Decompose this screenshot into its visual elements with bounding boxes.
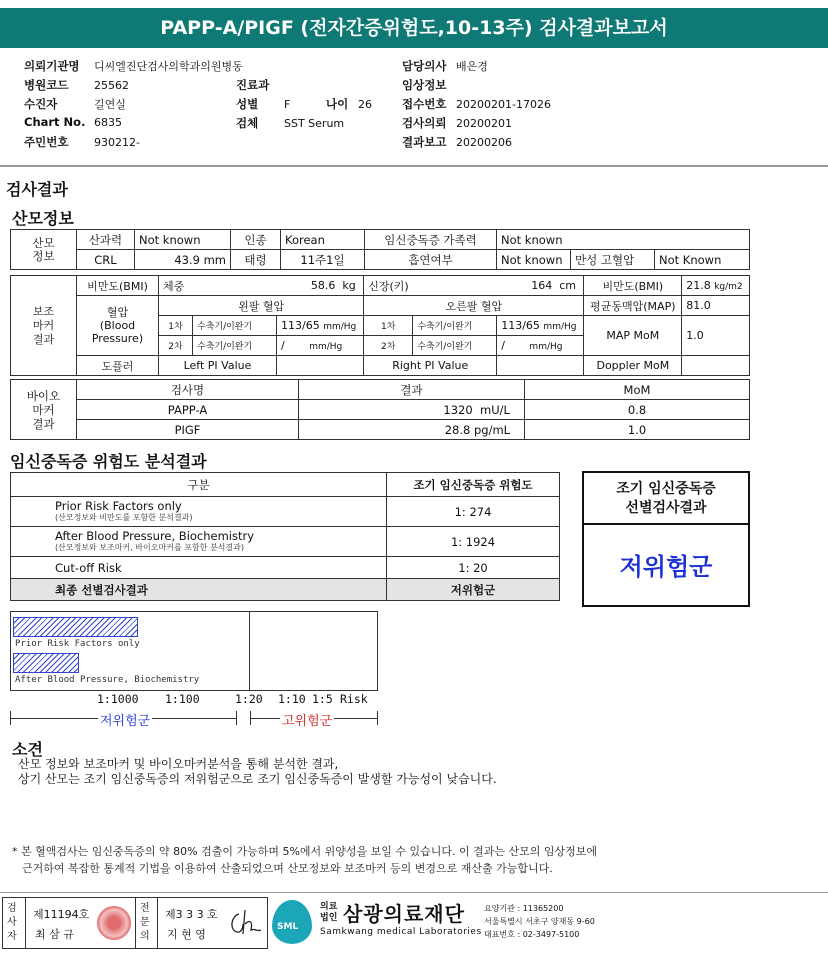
result-value: 1320 xyxy=(443,402,473,417)
field-value: Not known xyxy=(135,230,231,250)
field-label: 임신중독증 가족력 xyxy=(365,230,497,250)
field-label: 수축기/이완기 xyxy=(413,336,497,356)
analysis-sub: (산모정보와 비만도를 포함한 분석결과) xyxy=(55,512,193,522)
marker-table xyxy=(10,275,750,376)
header-label: 의뢰기관명 xyxy=(24,59,80,73)
maternal-heading: 산모정보 xyxy=(12,209,74,228)
header-value: F xyxy=(284,98,291,111)
header-value: 디씨엘진단검사의학과의원병동 xyxy=(94,60,243,73)
tick-label: 1:1000 xyxy=(97,692,139,706)
analysis-value: 1: 1924 xyxy=(387,527,560,557)
org-name: 삼광의료재단 xyxy=(343,902,465,926)
low-risk-label: 저위험군 xyxy=(98,710,152,729)
header-divider xyxy=(0,165,828,167)
risk-box-title: 조기 임신중독증 선별검사결과 xyxy=(584,473,748,525)
result-unit: pg/mL xyxy=(474,422,511,437)
table-row xyxy=(11,497,560,527)
header-label: 성별 xyxy=(236,97,259,111)
org-contact xyxy=(484,902,595,941)
left-pi-value xyxy=(277,356,364,376)
confirm-label: 전 문 의 xyxy=(140,903,150,942)
table-row xyxy=(11,557,560,579)
scale-tick xyxy=(10,711,11,725)
scale-tick xyxy=(236,711,237,725)
header-value: 20200206 xyxy=(456,136,512,149)
scale-tick xyxy=(250,711,251,725)
field-label: 수축기/이완기 xyxy=(193,316,277,336)
field-label: 비만도(BMI) xyxy=(584,276,682,296)
note-line: 근거하여 복잡한 통계적 기법을 이용하여 산출되었으며 산모정보와 보조마커 등의 변경으로 재산출 가능합니다. xyxy=(22,862,553,875)
field-label: 체중 xyxy=(159,276,193,296)
examiner-no: 제11194호 xyxy=(33,908,90,921)
scale-tick xyxy=(377,711,378,725)
header-value: 25562 xyxy=(94,79,129,92)
analysis-label-cell xyxy=(11,527,387,557)
org-english: Samkwang medical Laboratories xyxy=(320,927,482,937)
header-info xyxy=(0,54,828,154)
header-value: 6835 xyxy=(94,116,122,129)
field-label: 2차 xyxy=(364,336,413,356)
header-label: 검체 xyxy=(236,116,259,130)
field-label: 신장(키) xyxy=(364,276,413,296)
table-row xyxy=(11,276,750,296)
bp-unit: mm/Hg xyxy=(529,342,563,352)
map-value: 81.0 xyxy=(682,296,750,316)
analysis-label: Cut-off Risk xyxy=(11,557,387,579)
table-row xyxy=(11,230,750,250)
signature-icon xyxy=(225,906,263,940)
right-bp-2 xyxy=(497,336,584,356)
left-bp-2 xyxy=(277,336,364,356)
divider xyxy=(157,898,158,948)
bp-value: 113/65 xyxy=(281,319,320,332)
final-label: 최종 선별검사결과 xyxy=(11,579,387,601)
field-label: 혈압 (Blood Pressure) xyxy=(77,296,159,356)
header-label: 임상정보 xyxy=(402,78,447,92)
field-value: Korean xyxy=(281,230,365,250)
contact-line: 서울특별시 서초구 양재동 9-60 xyxy=(484,917,595,926)
high-risk-label: 고위험군 xyxy=(280,710,334,729)
column-header: 조기 임신중독증 위험도 xyxy=(387,473,560,497)
examiner-name: 최 삼 규 xyxy=(35,928,74,941)
field-label: 1차 xyxy=(364,316,413,336)
header-label: 접수번호 xyxy=(402,97,447,111)
table-row xyxy=(11,579,560,601)
field-label: Doppler MoM xyxy=(584,356,682,376)
org-logo xyxy=(270,898,314,946)
analysis-heading: 임신중독증 위험도 분석결과 xyxy=(10,452,207,471)
group-label: 바이오 마커 결과 xyxy=(11,380,77,440)
risk-box-value: 저위험군 xyxy=(619,553,713,581)
bp-unit: mm/Hg xyxy=(309,342,343,352)
note-line: * 본 혈액검사는 임신중독증의 약 80% 검출이 가능하며 5%에서 위양성을 보일 수 있습니다. 이 결과는 산모의 임상정보에 xyxy=(12,845,598,858)
column-header: 구분 xyxy=(11,473,387,497)
header-value: 20200201 xyxy=(456,117,512,130)
test-name: PAPP-A xyxy=(77,400,299,420)
result-value: 28.8 xyxy=(444,422,471,437)
field-value: 11주1일 xyxy=(281,250,365,270)
bp-value: / xyxy=(501,339,505,352)
table-row xyxy=(11,356,750,376)
maternal-table xyxy=(10,229,750,270)
divider xyxy=(135,898,136,948)
final-value: 저위험군 xyxy=(387,579,560,601)
field-value: Not Known xyxy=(655,250,750,270)
field-label: CRL xyxy=(77,250,135,270)
field-label: 흡연여부 xyxy=(365,250,497,270)
tick-label: Risk xyxy=(340,692,368,706)
analysis-label: Prior Risk Factors only xyxy=(55,498,182,513)
age-label: 나이 xyxy=(326,97,349,111)
field-value: Not known xyxy=(497,230,750,250)
cutoff-line xyxy=(249,612,250,690)
field-label: Right PI Value xyxy=(364,356,497,376)
bar-label: Prior Risk Factors only xyxy=(15,639,140,649)
bar-label: After Blood Pressure, Biochemistry xyxy=(15,675,200,685)
signature-block xyxy=(2,897,268,949)
results-heading: 검사결과 xyxy=(6,180,68,199)
header-label: 진료과 xyxy=(236,78,270,92)
header-label: 수진자 xyxy=(24,97,58,111)
right-pi-value xyxy=(497,356,584,376)
seal-icon xyxy=(97,906,131,940)
conclusion-heading: 소견 xyxy=(12,740,43,759)
conclusion-line: 산모 정보와 보조마커 및 바이오마커분석을 통해 분석한 결과, xyxy=(18,757,339,771)
table-row xyxy=(11,400,750,420)
table-row xyxy=(11,250,750,270)
header-value: 20200201-17026 xyxy=(456,98,551,111)
risk-scale xyxy=(10,708,378,730)
header-value: 930212- xyxy=(94,136,140,149)
weight-field xyxy=(193,276,364,296)
bar-prior-risk xyxy=(13,617,138,637)
field-label: 1차 xyxy=(159,316,193,336)
header-value: SST Serum xyxy=(284,117,345,130)
tick-label: 1:10 xyxy=(278,692,306,706)
doppler-mom-value xyxy=(682,356,750,376)
confirm-name: 지 현 영 xyxy=(167,928,206,941)
report-title: PAPP-A/PIGF (전자간증위험도,10-13주) 검사결과보고서 xyxy=(0,8,828,48)
left-bp-1 xyxy=(277,316,364,336)
header-col3 xyxy=(402,58,551,153)
disclaimer-note xyxy=(12,843,597,877)
org-prefix: 의료 법인 xyxy=(320,902,338,923)
group-label: 보조 마커 결과 xyxy=(11,276,77,376)
field-label: 도플러 xyxy=(77,356,159,376)
table-row xyxy=(11,420,750,440)
analysis-sub: (산모정보와 보조마커, 바이오마커를 포함한 분석결과) xyxy=(55,542,244,552)
bmi-field xyxy=(682,276,750,296)
conclusion-text xyxy=(18,757,497,787)
bmi-value: 21.8 xyxy=(686,279,711,292)
field-label: 수축기/이완기 xyxy=(413,316,497,336)
header-label: 담당의사 xyxy=(402,59,447,73)
field-label: 2차 xyxy=(159,336,193,356)
bar-after-bp xyxy=(13,653,79,673)
bp-unit: mm/Hg xyxy=(323,322,357,332)
age-value: 26 xyxy=(358,98,372,111)
test-result xyxy=(299,400,525,420)
map-mom-value: 1.0 xyxy=(682,316,750,356)
right-arm-label: 오른팔 혈압 xyxy=(364,296,584,316)
analysis-label-cell xyxy=(11,497,387,527)
field-label: 비만도(BMI) xyxy=(77,276,159,296)
tick-label: 1:20 xyxy=(235,692,263,706)
table-row xyxy=(11,296,750,316)
field-label: Left PI Value xyxy=(159,356,277,376)
footer-divider xyxy=(0,892,828,893)
group-label: 산모 정보 xyxy=(11,230,77,270)
axis-ticks xyxy=(0,692,400,708)
field-label: 인종 xyxy=(231,230,281,250)
field-label: MAP MoM xyxy=(584,316,682,356)
weight-unit: kg xyxy=(342,279,356,292)
bmi-unit: kg/m2 xyxy=(714,282,743,292)
test-result xyxy=(299,420,525,440)
contact-line: 대표번호 : 02-3497-5100 xyxy=(484,930,580,939)
header-label: 검사의뢰 xyxy=(402,116,447,130)
test-mom: 1.0 xyxy=(525,420,750,440)
header-label: 병원코드 xyxy=(24,78,69,92)
risk-bar-chart xyxy=(10,611,378,691)
table-row xyxy=(11,527,560,557)
column-header: MoM xyxy=(525,380,750,400)
analysis-value: 1: 20 xyxy=(387,557,560,579)
field-label: 태령 xyxy=(231,250,281,270)
analysis-table xyxy=(10,472,560,601)
examiner-label: 검 사 자 xyxy=(7,903,17,942)
column-header: 검사명 xyxy=(77,380,299,400)
test-mom: 0.8 xyxy=(525,400,750,420)
right-bp-1 xyxy=(497,316,584,336)
analysis-label: After Blood Pressure, Biochemistry xyxy=(55,528,255,543)
tick-label: 1:5 xyxy=(312,692,333,706)
height-unit: cm xyxy=(559,279,576,292)
header-col1 xyxy=(24,58,243,153)
header-col2 xyxy=(236,77,372,134)
field-label: 만성 고혈압 xyxy=(571,250,655,270)
biomarker-table xyxy=(10,379,750,440)
field-value: 43.9 mm xyxy=(135,250,231,270)
field-value: Not known xyxy=(497,250,571,270)
header-value: 길연실 xyxy=(94,98,126,111)
bp-value: 113/65 xyxy=(501,319,540,332)
analysis-value: 1: 274 xyxy=(387,497,560,527)
tick-label: 1:100 xyxy=(165,692,200,706)
column-header: 결과 xyxy=(299,380,525,400)
header-label: 주민번호 xyxy=(24,135,69,149)
table-row xyxy=(11,380,750,400)
bp-unit: mm/Hg xyxy=(543,322,577,332)
field-label: 수축기/이완기 xyxy=(193,336,277,356)
left-arm-label: 왼팔 혈압 xyxy=(159,296,364,316)
bp-value: / xyxy=(281,339,285,352)
field-label: 산과력 xyxy=(77,230,135,250)
table-row xyxy=(11,473,560,497)
confirm-no: 제3 3 3 호 xyxy=(165,908,218,921)
divider xyxy=(25,898,26,948)
risk-result-box xyxy=(582,471,750,607)
contact-line: 요양기관 : 11365200 xyxy=(484,904,564,913)
logo-text: SML xyxy=(277,922,299,932)
height-field xyxy=(413,276,584,296)
weight-value: 58.6 xyxy=(310,279,336,292)
header-value: 배은경 xyxy=(456,60,488,73)
header-label: Chart No. xyxy=(24,115,86,129)
height-value: 164 xyxy=(531,279,553,292)
conclusion-line: 상기 산모는 조기 임신중독증의 저위험군으로 조기 임신중독증이 발생할 가능성이 낮습니다. xyxy=(18,772,497,786)
header-label: 결과보고 xyxy=(402,135,447,149)
field-label: 평균동맥압(MAP) xyxy=(584,296,682,316)
test-name: PIGF xyxy=(77,420,299,440)
result-unit: mU/L xyxy=(480,402,510,417)
